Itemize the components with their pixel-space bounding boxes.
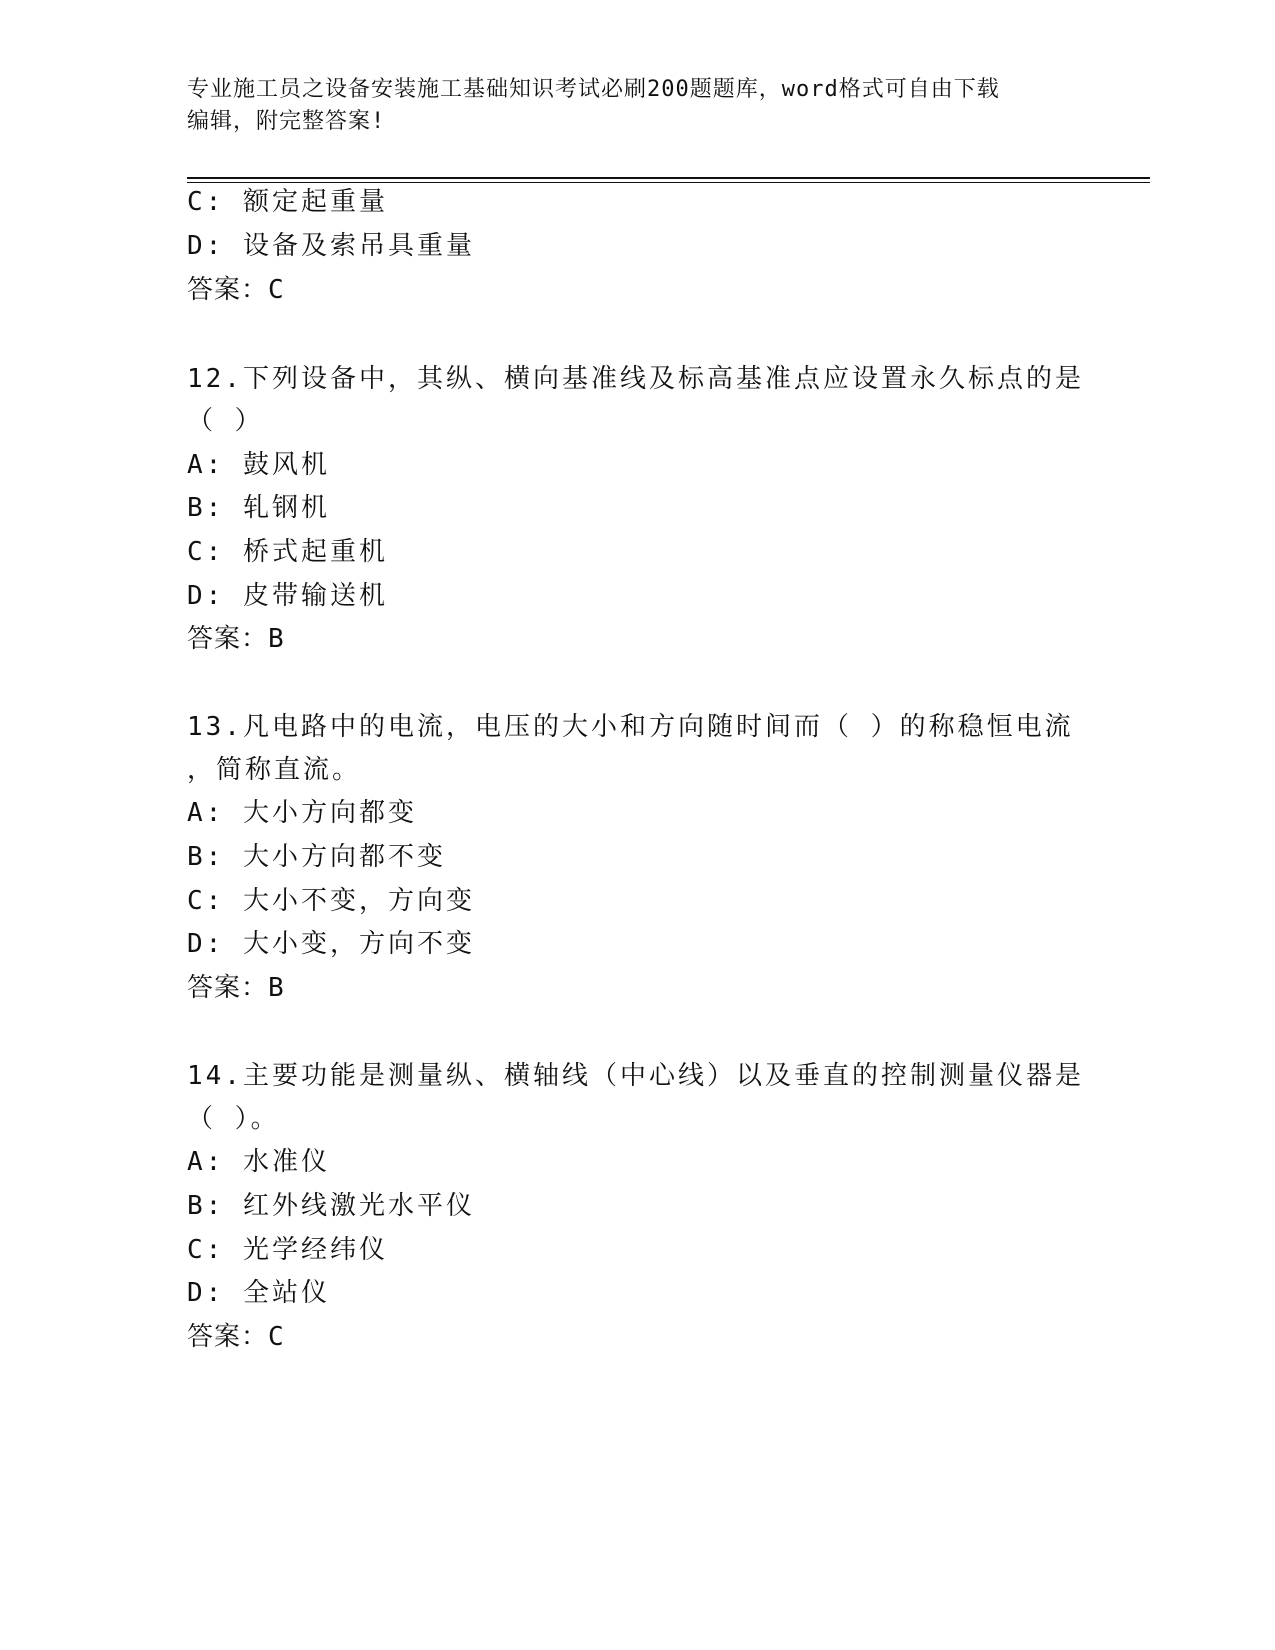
q13-option-c: C: 大小不变，方向变 [187,886,475,916]
q12-option-a: A: 鼓风机 [187,450,330,480]
q14-option-a: A: 水准仪 [187,1147,330,1177]
q14-option-c: C: 光学经纬仪 [187,1235,388,1265]
q14-option-b: B: 红外线激光水平仪 [187,1191,475,1221]
page-header-title [187,74,1067,138]
q12-option-b: B: 轧钢机 [187,493,330,523]
q13-option-a: A: 大小方向都变 [187,798,417,828]
q12-option-c: C: 桥式起重机 [187,537,388,567]
header-title-line-1: 专业施工员之设备安装施工基础知识考试必刷200题题库，word格式可自由下载 [187,77,1000,102]
q13-option-d: D: 大小变，方向不变 [187,929,475,959]
q12-option-d: D: 皮带输送机 [187,581,388,611]
q14-stem-line-1: 14.主要功能是测量纵、横轴线（中心线）以及垂直的控制测量仪器是 [187,1061,1084,1091]
header-divider-thick [187,177,1150,179]
q11-option-c: C: 额定起重量 [187,187,388,217]
q11-option-d: D: 设备及索吊具重量 [187,231,475,261]
q14-answer: 答案：C [187,1322,285,1352]
q12-stem-line-1: 12.下列设备中，其纵、横向基准线及标高基准点应设置永久标点的是 [187,364,1084,394]
q12-answer: 答案：B [187,624,285,654]
q13-stem-line-2: ，简称直流。 [187,755,362,785]
header-divider-thin [187,182,1150,183]
q13-answer: 答案：B [187,973,285,1003]
header-title-line-2: 编辑，附完整答案! [187,109,386,134]
q11-answer: 答案：C [187,275,285,305]
q14-option-d: D: 全站仪 [187,1278,330,1308]
q13-option-b: B: 大小方向都不变 [187,842,446,872]
q12-stem-line-2: （ ） [187,406,264,436]
q13-stem-line-1: 13.凡电路中的电流，电压的大小和方向随时间而（ ）的称稳恒电流 [187,712,1074,742]
q14-stem-line-2: （ ）。 [187,1104,280,1134]
